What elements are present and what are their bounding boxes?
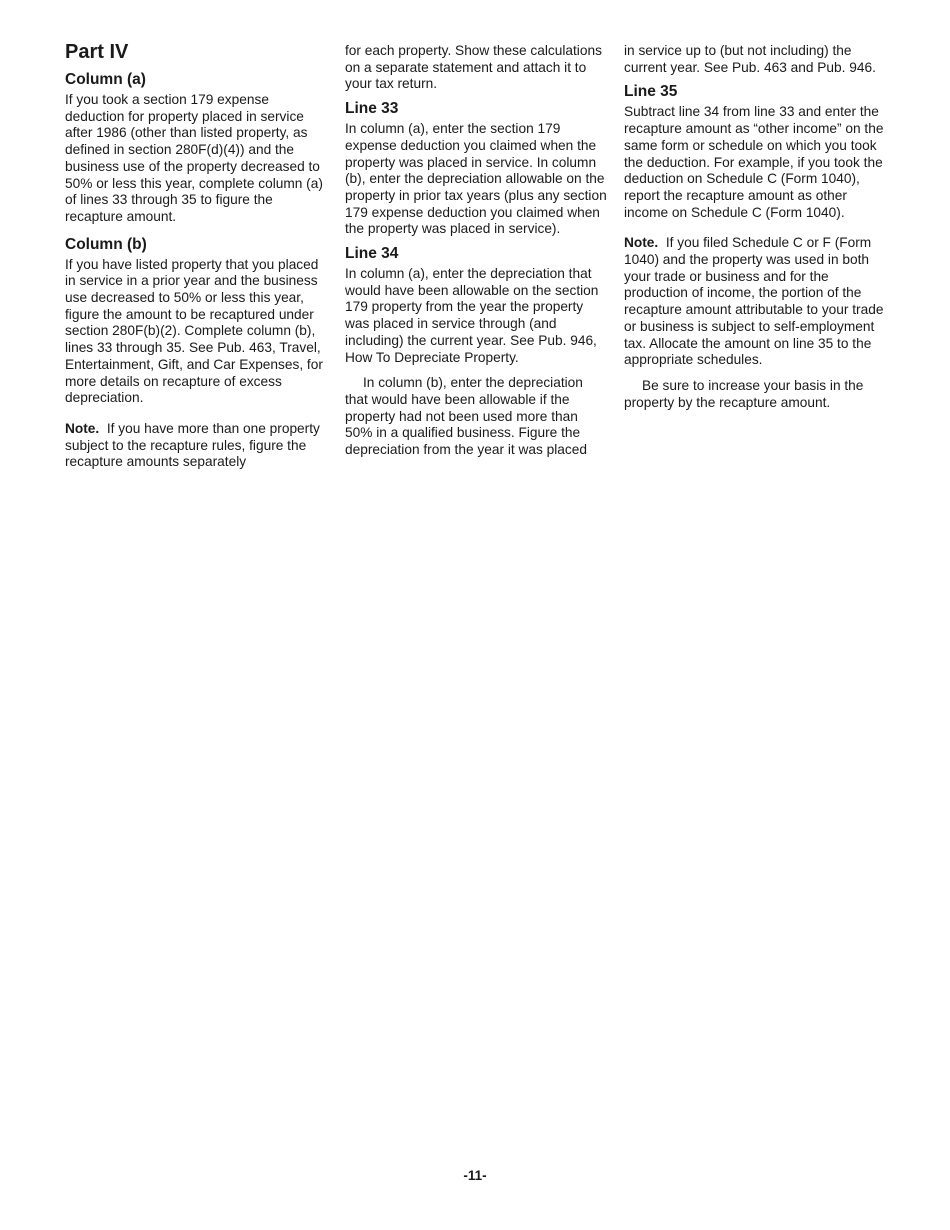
part-iv-title: Part IV (65, 41, 129, 63)
column-b-heading: Column (b) (65, 235, 147, 253)
column-1 (65, 40, 327, 480)
line-33-paragraph: In column (a), enter the section 179 expense deduction you claimed when the property was placed in service. In column (b), enter the depreciation allowable on the property in prior tax years (plus any section 179 expense deduction you claimed when the property was placed in service). (345, 121, 607, 237)
line-35-heading: Line 35 (624, 83, 678, 101)
column-3 (624, 43, 886, 420)
line-34-heading: Line 34 (345, 245, 399, 263)
line-33-heading: Line 33 (345, 100, 399, 118)
column-a-paragraph: If you took a section 179 expense deduction for property placed in service after 1986 (other than listed property, as defined in section 280F(d)(4)) and the business use of the property decreased to 50% or less this year, complete column (a) of lines 33 through 35 to figure the recapture amount. (65, 92, 323, 224)
basis-paragraph: Be sure to increase your basis in the property by the recapture amount. (624, 377, 864, 410)
column-a-heading: Column (a) (65, 71, 146, 88)
note-text: If you have more than one property subject to the recapture rules, figure the recapture amounts separately (65, 420, 320, 470)
note-paragraph (65, 421, 327, 471)
line-35-paragraph: Subtract line 34 from line 33 and enter the recapture amount as “other income” on the same form or schedule on which you took the deduction. For example, if you took the deduction on Schedule C (Form 1040), report the recapture amount as other income on Schedule C (Form 1040). (624, 104, 884, 220)
column-b-paragraph: If you have listed property that you placed in service in a prior year and the business use decreased to 50% or less this year, figure the amount to be recaptured under section 280F(b)(2). Complete column (b), lines 33 through 35. See Pub. 463, Travel, Entertainment, Gift, and Car Expenses, for more details on recapture of excess depreciation. (65, 256, 323, 406)
note-paragraph (624, 235, 886, 369)
line-34-paragraph-2: In column (b), enter the depreciation that would have been allowable if the property had not been used more than 50% in a qualified business. Figure the depreciation from the year it was placed (345, 375, 587, 458)
column-2 (345, 43, 607, 468)
note-label: Note. (65, 420, 100, 436)
continued-paragraph: in service up to (but not including) the current year. See Pub. 463 and Pub. 946. (624, 43, 876, 75)
continued-paragraph: for each property. Show these calculations on a separate statement and attach it to your tax return. (345, 43, 602, 92)
line-34-paragraph-1: In column (a), enter the depreciation that would have been allowable on the section 179 property from the year the property was placed in service through (and including) the current year. See Pub. 946, How To Depreciate Property. (345, 266, 599, 365)
note-text: If you filed Schedule C or F (Form 1040) and the property was used in both your trade or business and for the production of income, the portion of the recapture amount attributable to your trade or business is subject to self-employment tax. Allocate the amount on line 35 to the appropriate schedules. (624, 235, 884, 368)
note-label: Note. (624, 235, 659, 251)
page-number: -11- (463, 1168, 487, 1183)
